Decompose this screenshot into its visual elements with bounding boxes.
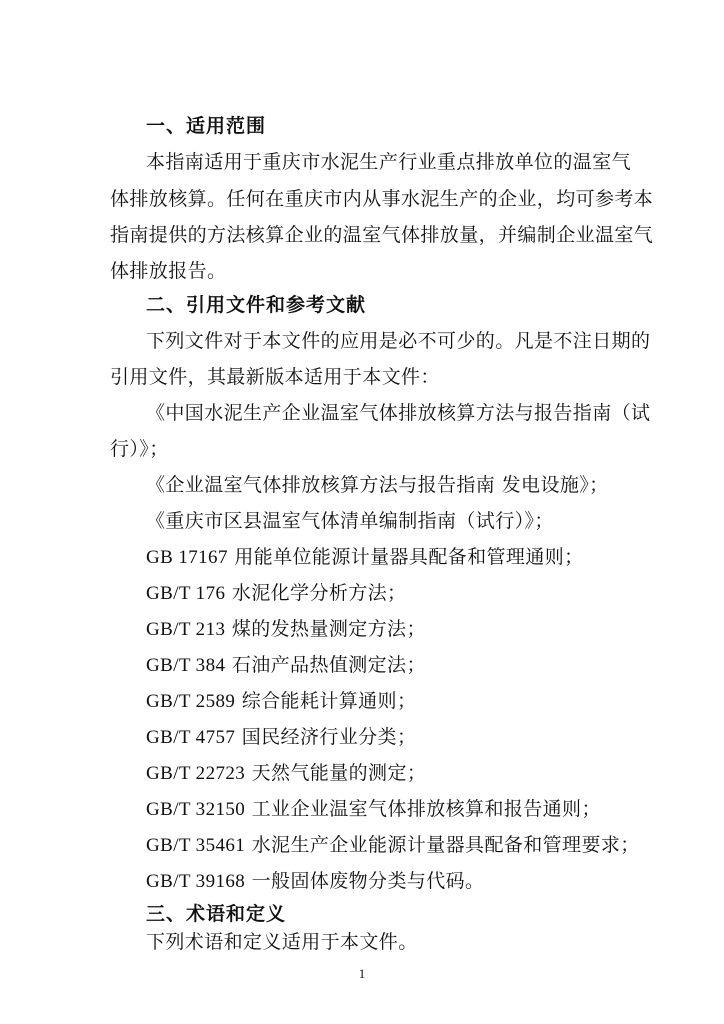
section-heading-terms: 三、术语和定义: [146, 903, 287, 925]
standard-title: 天然气能量的测定；: [251, 762, 427, 784]
standard-title: 国民经济行业分类；: [241, 726, 417, 748]
reference-document: 《企业温室气体排放核算方法与报告指南 发电设施》；: [146, 474, 609, 496]
paragraph-line: 体排放核算。任何在重庆市内从事水泥生产的企业，均可参考本: [110, 188, 654, 210]
standard-code: GB/T 32150: [146, 799, 246, 820]
standard-title: 工业企业温室气体排放核算和报告通则；: [251, 798, 601, 820]
page-number: 1: [358, 966, 366, 981]
section-heading-scope: 一、适用范围: [146, 115, 267, 137]
standard-code: GB/T 213: [146, 619, 226, 640]
standard-item: [146, 761, 426, 786]
standard-code: GB/T 22723: [146, 763, 246, 784]
standard-item: [146, 869, 484, 894]
standard-item: [146, 581, 406, 606]
standard-item: [146, 833, 640, 858]
paragraph-line: 引用文件，其最新版本适用于本文件：: [110, 366, 440, 388]
paragraph-line: 指南提供的方法核算企业的温室气体排放量，并编制企业温室气: [110, 224, 654, 246]
standard-title: 煤的发热量测定方法；: [231, 618, 426, 640]
standard-code: GB/T 35461: [146, 835, 246, 856]
paragraph-line: 体排放报告。: [110, 260, 227, 282]
standard-title: 综合能耗计算通则；: [241, 690, 417, 712]
standard-item: [146, 545, 584, 570]
standard-code: GB/T 39168: [146, 871, 246, 892]
section-heading-references: 二、引用文件和参考文献: [146, 294, 367, 316]
standard-item: [146, 725, 416, 750]
standard-code: GB/T 384: [146, 655, 226, 676]
standard-code: GB 17167: [146, 547, 228, 568]
standard-title: 水泥化学分析方法；: [231, 582, 407, 604]
standard-title: 石油产品热值测定法；: [231, 654, 426, 676]
reference-document: 行）》；: [110, 438, 169, 460]
standard-title: 水泥生产企业能源计量器具配备和管理要求；: [251, 834, 640, 856]
reference-document: 《中国水泥生产企业温室气体排放核算方法与报告指南（试: [146, 402, 651, 424]
paragraph-line: 本指南适用于重庆市水泥生产行业重点排放单位的温室气: [146, 151, 632, 173]
reference-document: 《重庆市区县温室气体清单编制指南（试行）》；: [146, 510, 554, 532]
standard-code: GB/T 176: [146, 583, 226, 604]
standard-item: [146, 689, 416, 714]
paragraph-line: 下列文件对于本文件的应用是必不可少的。凡是不注日期的: [146, 330, 651, 352]
paragraph-line: 下列术语和定义适用于本文件。: [146, 931, 418, 953]
standard-title: 用能单位能源计量器具配备和管理通则；: [234, 546, 584, 568]
standard-title: 一般固体废物分类与代码。: [251, 870, 485, 892]
standard-item: [146, 797, 601, 822]
standard-item: [146, 617, 426, 642]
standard-item: [146, 653, 426, 678]
standard-code: GB/T 2589: [146, 691, 236, 712]
standard-code: GB/T 4757: [146, 727, 236, 748]
